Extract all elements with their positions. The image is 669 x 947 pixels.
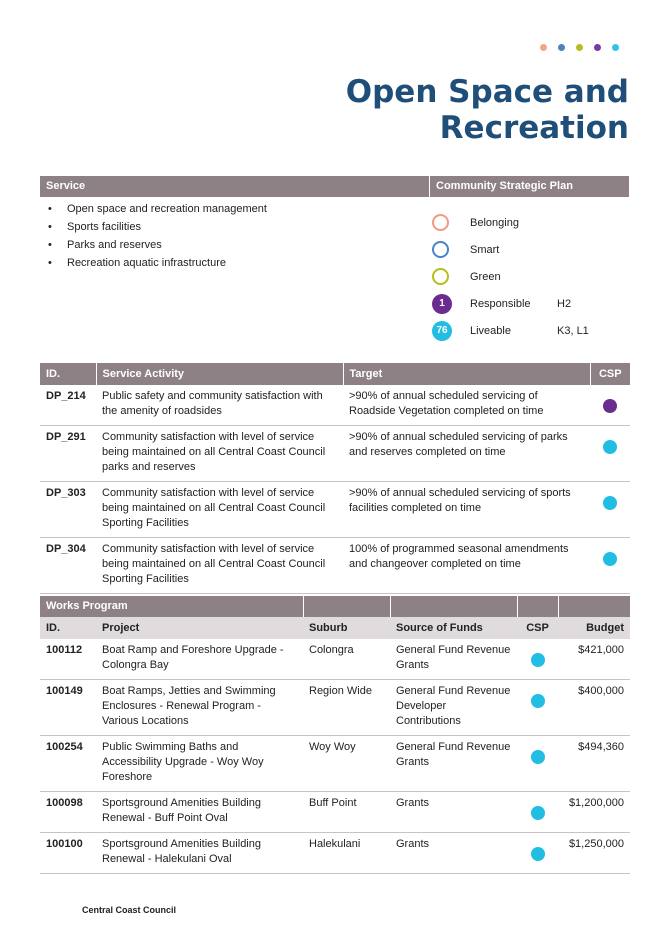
pillar-label: Belonging (470, 216, 519, 229)
csp-header: Community Strategic Plan (436, 180, 573, 192)
dot-icon (576, 44, 583, 51)
project-id: 100254 (40, 736, 96, 792)
activity-id: DP_304 (40, 538, 96, 594)
service-activity-table (40, 363, 630, 594)
csp-pillar-liveable (432, 317, 632, 344)
activity-target: >90% of annual scheduled servicing of parks and reserves completed on time (343, 426, 590, 482)
service-item-label: Recreation aquatic infrastructure (67, 257, 226, 269)
csp-dot-icon (603, 552, 617, 566)
table-row (40, 482, 630, 538)
project-suburb: Colongra (303, 639, 390, 680)
activity-target: >90% of annual scheduled servicing of sports facilities completed on time (343, 482, 590, 538)
project-suburb: Halekulani (303, 833, 390, 874)
csp-cell (590, 482, 630, 538)
service-header: Service (40, 176, 430, 197)
csp-cell (517, 792, 558, 833)
project-id: 100100 (40, 833, 96, 874)
band-cell (390, 596, 517, 617)
dot-icon (540, 44, 547, 51)
project-suburb: Region Wide (303, 680, 390, 736)
csp-cell (590, 538, 630, 594)
csp-cell (517, 736, 558, 792)
dot-icon (594, 44, 601, 51)
service-list (48, 201, 267, 273)
list-item (48, 255, 267, 273)
csp-cell (517, 639, 558, 680)
footer-org-name: Central Coast Council (82, 905, 177, 915)
project-name: Sportsground Amenities Building Renewal - Halekulani Oval (96, 833, 303, 874)
project-funds: Grants (390, 792, 517, 833)
list-item (48, 201, 267, 219)
activity-target: 100% of programmed seasonal amendments and changeover completed on time (343, 538, 590, 594)
project-id: 100149 (40, 680, 96, 736)
csp-dot-icon (603, 496, 617, 510)
csp-pillar-green (432, 263, 632, 290)
service-header-bar (40, 176, 629, 197)
pillar-number-badge: 1 (432, 294, 452, 314)
activity-description: Community satisfaction with level of service being maintained on all Central Coast Council parks and reserves (96, 426, 343, 482)
column-header-suburb: Suburb (303, 617, 390, 639)
csp-pillar-list (432, 209, 632, 344)
column-header-activity: Service Activity (96, 363, 343, 385)
project-name: Boat Ramp and Foreshore Upgrade - Colongra Bay (96, 639, 303, 680)
service-item-label: Open space and recreation management (67, 203, 267, 215)
project-budget: $494,360 (558, 736, 630, 792)
bullet-icon: • (48, 257, 52, 269)
pillar-ring-icon (432, 268, 449, 285)
project-name: Public Swimming Baths and Accessibility Upgrade - Woy Woy Foreshore (96, 736, 303, 792)
page-title (346, 74, 629, 146)
project-suburb: Buff Point (303, 792, 390, 833)
csp-dot-icon (603, 399, 617, 413)
band-cell (303, 596, 390, 617)
bullet-icon: • (48, 203, 52, 215)
csp-pillar-belonging (432, 209, 632, 236)
bullet-icon: • (48, 221, 52, 233)
pillar-codes: H2 (557, 297, 572, 310)
column-header-id: ID. (40, 363, 96, 385)
project-funds: General Fund Revenue Developer Contributions (390, 680, 517, 736)
project-name: Boat Ramps, Jetties and Swimming Enclosures - Renewal Program - Various Locations (96, 680, 303, 736)
column-header-funds: Source of Funds (390, 617, 517, 639)
list-item (48, 237, 267, 255)
column-header-target: Target (343, 363, 590, 385)
band-cell (558, 596, 630, 617)
dot-icon (612, 44, 619, 51)
pillar-label: Green (470, 270, 501, 283)
pillar-ring-icon (432, 241, 449, 258)
project-id: 100112 (40, 639, 96, 680)
project-budget: $421,000 (558, 639, 630, 680)
project-funds: General Fund Revenue Grants (390, 736, 517, 792)
service-item-label: Parks and reserves (67, 239, 162, 251)
csp-cell (517, 833, 558, 874)
table-header-row (40, 617, 630, 639)
project-funds: General Fund Revenue Grants (390, 639, 517, 680)
csp-dot-icon (531, 694, 545, 708)
csp-pillar-responsible (432, 290, 632, 317)
table-header-row (40, 363, 630, 385)
dot-icon (558, 44, 565, 51)
csp-pillar-smart (432, 236, 632, 263)
pillar-codes: K3, L1 (557, 324, 589, 337)
activity-id: DP_291 (40, 426, 96, 482)
project-budget: $400,000 (558, 680, 630, 736)
csp-dot-icon (531, 806, 545, 820)
project-id: 100098 (40, 792, 96, 833)
table-row (40, 833, 630, 874)
table-row (40, 385, 630, 426)
decorative-dots (540, 44, 619, 51)
works-program-band (40, 596, 630, 617)
csp-dot-icon (603, 440, 617, 454)
activity-description: Community satisfaction with level of service being maintained on all Central Coast Council Sporting Facilities (96, 482, 343, 538)
pillar-ring-icon (432, 214, 449, 231)
works-program-table (40, 596, 630, 874)
project-name: Sportsground Amenities Building Renewal - Buff Point Oval (96, 792, 303, 833)
csp-cell (517, 680, 558, 736)
service-item-label: Sports facilities (67, 221, 141, 233)
pillar-label: Responsible (470, 297, 531, 310)
table-row (40, 426, 630, 482)
activity-id: DP_214 (40, 385, 96, 426)
pillar-label: Smart (470, 243, 500, 256)
activity-target: >90% of annual scheduled servicing of Roadside Vegetation completed on time (343, 385, 590, 426)
activity-description: Community satisfaction with level of service being maintained on all Central Coast Council Sporting Facilities (96, 538, 343, 594)
project-budget: $1,200,000 (558, 792, 630, 833)
column-header-budget: Budget (558, 617, 630, 639)
table-row (40, 639, 630, 680)
csp-cell (590, 385, 630, 426)
works-program-title: Works Program (40, 596, 303, 617)
pillar-number-badge: 76 (432, 321, 452, 341)
list-item (48, 219, 267, 237)
bullet-icon: • (48, 239, 52, 251)
csp-dot-icon (531, 750, 545, 764)
page-title-line1: Open Space and (345, 74, 629, 110)
table-row (40, 792, 630, 833)
pillar-label: Liveable (470, 324, 511, 337)
column-header-csp: CSP (517, 617, 558, 639)
activity-description: Public safety and community satisfaction with the amenity of roadsides (96, 385, 343, 426)
csp-dot-icon (531, 847, 545, 861)
project-suburb: Woy Woy (303, 736, 390, 792)
csp-cell (590, 426, 630, 482)
activity-id: DP_303 (40, 482, 96, 538)
table-row (40, 736, 630, 792)
page-title-line2: Recreation (439, 110, 629, 146)
column-header-id: ID. (40, 617, 96, 639)
column-header-csp: CSP (590, 363, 630, 385)
project-funds: Grants (390, 833, 517, 874)
table-row (40, 538, 630, 594)
band-cell (517, 596, 558, 617)
project-budget: $1,250,000 (558, 833, 630, 874)
column-header-project: Project (96, 617, 303, 639)
csp-dot-icon (531, 653, 545, 667)
table-row (40, 680, 630, 736)
